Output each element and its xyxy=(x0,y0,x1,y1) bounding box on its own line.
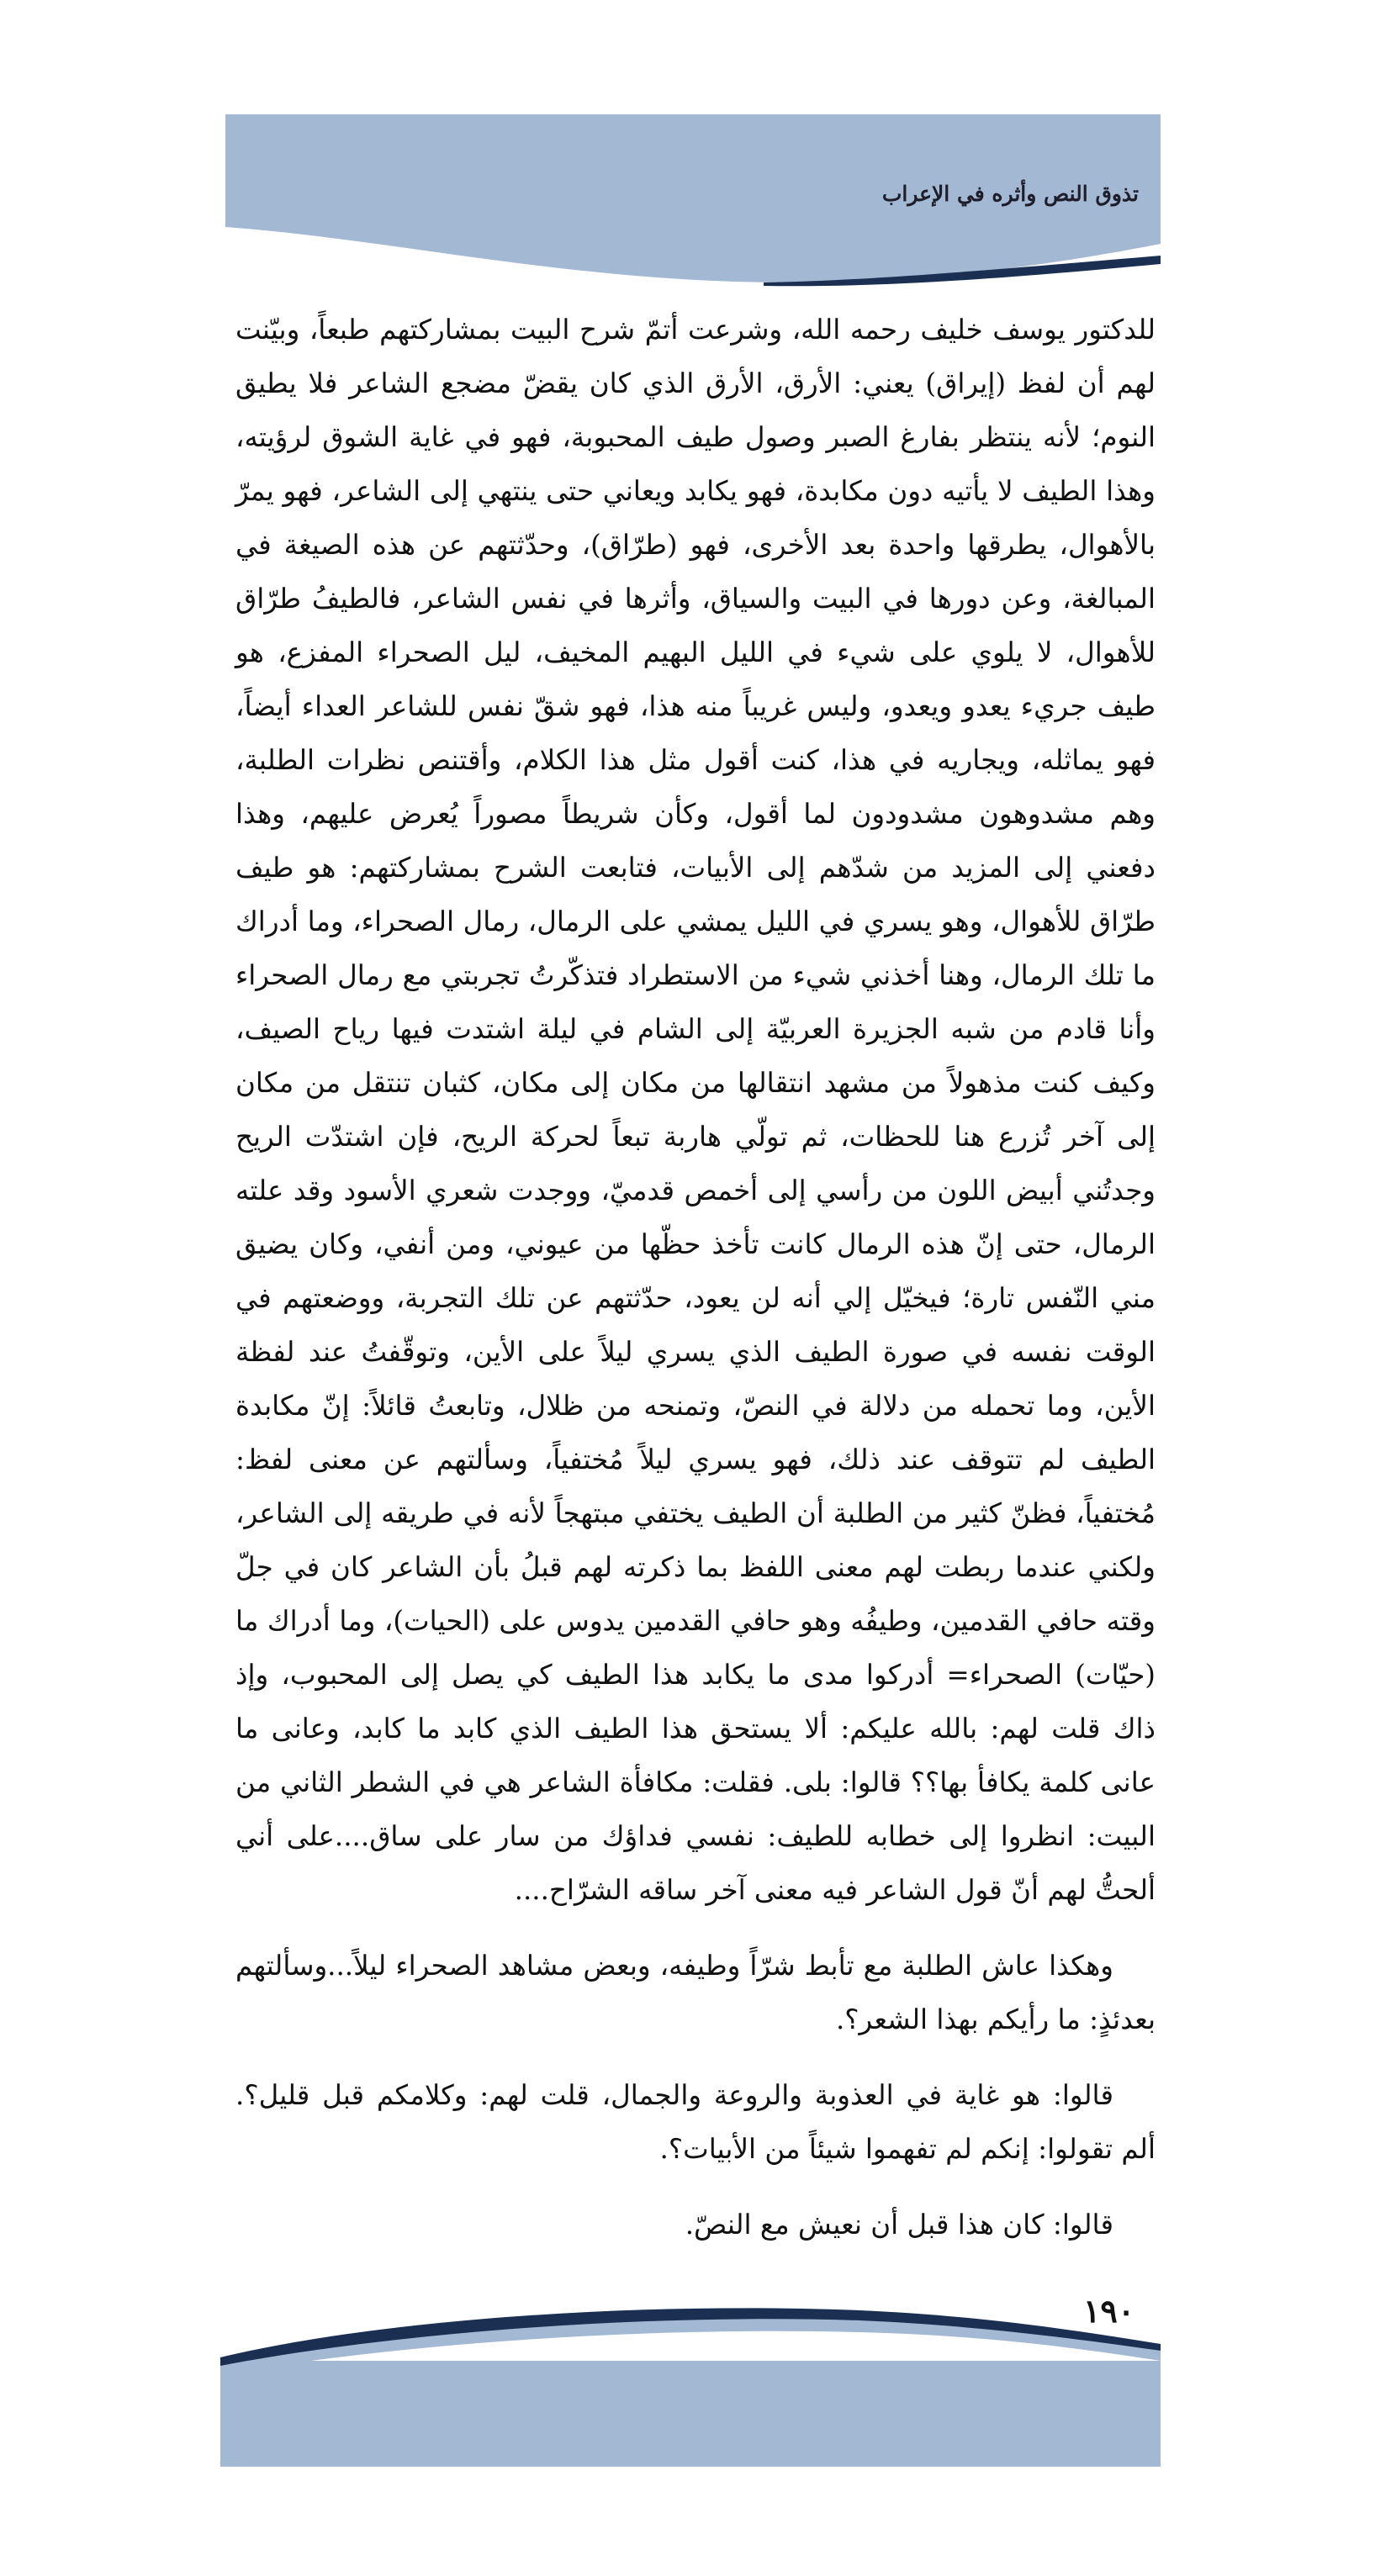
paragraph-2: وهكذا عاش الطلبة مع تأبط شرّاً وطيفه، وبعض مشاهد الصحراء ليلاً...وسألتهم بعدئذٍ: ما رأيكم بهذا الشعر؟. xyxy=(235,1950,1156,2035)
body-text xyxy=(235,303,1156,2241)
paragraph-3: قالوا: هو غاية في العذوبة والروعة والجمال، قلت لهم: وكلامكم قبل قليل؟. ألم تقولوا: إنكم لم تفهموا شيئاً من الأبيات؟. xyxy=(235,2079,1156,2165)
paragraph-4: قالوا: كان هذا قبل أن نعيش مع النصّ. xyxy=(685,2209,1113,2241)
footer-band xyxy=(220,2302,1161,2467)
running-title: تذوق النص وأثره في الإعراب xyxy=(881,182,1139,206)
page-number: ١٩٠ xyxy=(1083,2292,1135,2330)
footer-band-fill xyxy=(220,2361,1161,2467)
footer-wave-graphic xyxy=(220,2302,1161,2467)
paragraph-1: للدكتور يوسف خليف رحمه الله، وشرعت أتمّ شرح البيت بمشاركتهم طبعاً، وبيّنت لهم أن لفظ (إيراق) يعني: الأرق، الأرق الذي كان يقضّ مضجع الشاعر فلا يطيق النوم؛ لأنه ينتظر بفارغ الصبر وصول طيف المحبوبة، فهو في غاية الشوق لرؤيته، وهذا الطيف لا يأتيه دون مكابدة، فهو يكابد ويعاني حتى ينتهي إلى الشاعر، فهو يمرّ بالأهوال، يطرقها واحدة بعد الأخرى، فهو (طرّاق)، وحدّثتهم عن هذه الصيغة في المبالغة، وعن دورها في البيت والسياق، وأثرها في نفس الشاعر، فالطيفُ طرّاق للأهوال، لا يلوي على شيء في الليل البهيم المخيف، ليل الصحراء المفزع، هو طيف جريء يعدو ويعدو، وليس غريباً منه هذا، فهو شقّ نفس للشاعر العداء أيضاً، فهو يماثله، ويجاريه في هذا، كنت أقول مثل هذا الكلام، وأقتنص نظرات الطلبة، وهم مشدوهون مشدودون لما أقول، وكأن شريطاً مصوراً يُعرض عليهم، وهذا دفعني إلى المزيد من شدّهم إلى الأبيات، فتابعت الشرح بمشاركتهم: هو طيف طرّاق للأهوال، وهو يسري في الليل يمشي على الرمال، رمال الصحراء، وما أدراك ما تلك الرمال، وهنا أخذني شيء من الاستطراد فتذكّرتُ تجربتي مع رمال الصحراء وأنا قادم من شبه الجزيرة العربيّة إلى الشام في ليلة اشتدت فيها رياح الصيف، وكيف كنت مذهولاً من مشهد انتقالها من مكان إلى مكان، كثبان تنتقل من مكان إلى آخر تُزرع هنا للحظات، ثم تولّي هاربة تبعاً لحركة الريح، فإن اشتدّت الريح وجدتُني أبيض اللون من رأسي إلى أخمص قدميّ، ووجدت شعري الأسود وقد علته الرمال، حتى إنّ هذه الرمال كانت تأخذ حظّها من عيوني، ومن أنفي، وكان يضيق مني النّفس تارة؛ فيخيّل إلي أنه لن يعود، حدّثتهم عن تلك التجربة، ووضعتهم في الوقت نفسه في صورة الطيف الذي يسري ليلاً على الأين، وتوقّفتُ عند لفظة الأين، وما تحمله من دلالة في النصّ، وتمنحه من ظلال، وتابعتُ قائلاً: إنّ مكابدة الطيف لم تتوقف عند ذلك، فهو يسري ليلاً مُختفياً، وسألتهم عن معنى لفظ: مُختفياً، فظنّ كثير من الطلبة أن الطيف يختفي مبتهجاً لأنه في طريقه إلى الشاعر، ولكني عندما ربطت لهم معنى اللفظ بما ذكرته لهم قبلُ بأن الشاعر كان في جلّ وقته حافي القدمين، وطيفُه وهو حافي القدمين يدوس على (الحيات)، وما أدراك ما (حيّات) الصحراء= أدركوا مدى ما يكابد هذا الطيف كي يصل إلى المحبوب، وإذ ذاك قلت لهم: بالله عليكم: ألا يستحق هذا الطيف الذي كابد ما كابد، وعانى ما عانى كلمة يكافأ بها؟؟ قالوا: بلى. فقلت: مكافأة الشاعر هي في الشطر الثاني من البيت: انظروا إلى خطابه للطيف: نفسي فداؤك من سار على ساق....على أني ألحتُّ لهم أنّ قول الشاعر فيه معنى آخر ساقه الشرّاح.... xyxy=(235,314,1156,1906)
